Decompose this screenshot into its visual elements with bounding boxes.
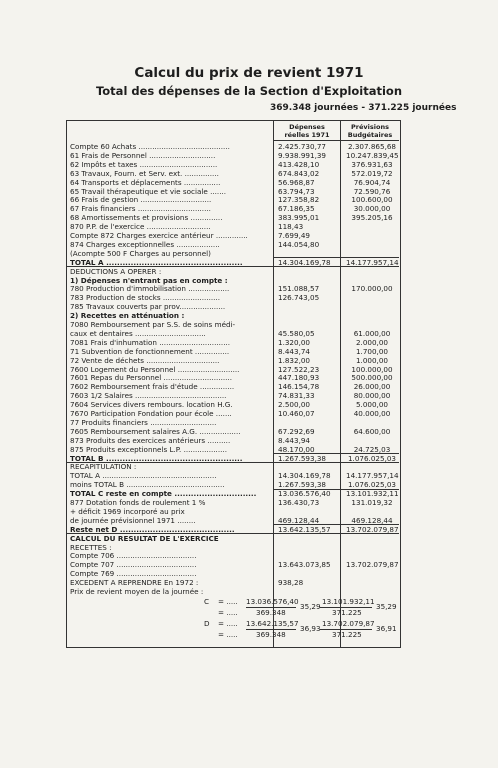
row-value-budget: 76.904,74 xyxy=(353,177,391,187)
row-value-budget: 64.600,00 xyxy=(353,426,391,436)
table-row xyxy=(70,578,397,587)
row-value-budget: 13.702.079,87 xyxy=(346,524,399,534)
row-value-budget: 1.700,00 xyxy=(355,346,388,356)
row-value-actual: 13.036.576,40 xyxy=(278,489,331,499)
table-row xyxy=(70,231,397,240)
row-label: caux et dentaires ............................... xyxy=(70,328,206,338)
result-eq-d2: = ..... xyxy=(218,630,238,639)
page-subtitle: Total des dépenses de la Section d'Exploitation xyxy=(95,84,403,98)
table-row xyxy=(70,507,397,516)
row-value-actual: 136.430,73 xyxy=(278,498,320,507)
row-value-actual: 67.186,35 xyxy=(278,204,315,214)
table-row xyxy=(70,160,397,169)
row-label: DEDUCTIONS A OPERER : xyxy=(70,266,162,276)
table-row xyxy=(70,391,397,400)
table-row xyxy=(70,284,397,293)
table-row xyxy=(70,338,397,347)
row-label: 870 P.P. de l'exercice ............................ xyxy=(70,222,211,232)
row-label: EXCEDENT A REPRENDRE En 1972 : xyxy=(70,578,199,588)
table-row xyxy=(70,587,397,596)
row-value-budget: 100.600,00 xyxy=(351,195,393,205)
header-rule xyxy=(273,140,399,141)
row-label: Compte 60 Achats ........................................ xyxy=(70,142,230,151)
row-label: TOTAL B .................................................. xyxy=(70,453,243,463)
row-value-budget: 72.590,76 xyxy=(353,186,391,196)
table-row xyxy=(70,569,397,578)
row-label: RECETTES : xyxy=(70,542,112,552)
row-value-budget: 30.000,00 xyxy=(353,204,391,214)
row-value-actual: 1.267.593,38 xyxy=(278,453,327,463)
table-row xyxy=(70,195,397,204)
table-row xyxy=(70,543,397,552)
row-value-budget: 10.247.839,45 xyxy=(346,150,399,160)
row-value-actual: 63.794,73 xyxy=(278,186,315,196)
result-den-d2: 371.225 xyxy=(332,630,362,639)
row-label: 68 Amortissements et provisions .............. xyxy=(70,213,223,223)
row-label: Compte 707 ................................... xyxy=(70,560,197,570)
table-row xyxy=(70,560,397,569)
row-value-budget: 1.076.025,03 xyxy=(347,453,396,463)
table-row xyxy=(70,151,397,160)
row-value-budget: 1.076.025,03 xyxy=(347,480,396,490)
row-value-actual: 14.304.169,78 xyxy=(278,257,331,267)
row-label: CALCUL DU RESULTAT DE L'EXERCICE xyxy=(70,533,219,543)
row-label: Compte 706 ................................... xyxy=(70,551,197,561)
row-value-budget: 13.702.079,87 xyxy=(346,560,399,570)
row-value-budget: 13.101.932,11 xyxy=(346,489,399,499)
result-num-c2: 13.101.932,11 xyxy=(322,597,375,606)
row-label: (Acompte 500 F Charges au personnel) xyxy=(70,248,211,258)
row-label: 875 Produits exceptionnels L.P. ................... xyxy=(70,444,227,454)
result-den-d1: 369.348 xyxy=(256,630,286,639)
header-col1: Dépenses réelles 1971 xyxy=(284,123,330,139)
row-label: TOTAL C reste en compte .............................. xyxy=(70,489,257,499)
table-row xyxy=(70,178,397,187)
result-eq-c1: = ..... xyxy=(218,597,238,606)
table-row xyxy=(70,320,397,329)
table-row xyxy=(70,418,397,427)
table-row xyxy=(70,489,397,498)
table-row xyxy=(70,551,397,560)
row-label: 66 Frais de gestion ............................... xyxy=(70,195,212,205)
row-label: 71 Subvention de fonctionnement ............... xyxy=(70,346,230,356)
row-value-actual: 8.443,74 xyxy=(278,346,311,356)
row-value-actual: 674.843,02 xyxy=(278,168,320,178)
journees-label: 369.348 journées - 371.225 journées xyxy=(270,103,457,113)
row-label: RECAPITULATION : xyxy=(70,462,137,472)
table-row xyxy=(70,347,397,356)
row-value-actual: 127.522,23 xyxy=(278,364,320,374)
row-label: 62 Impôts et taxes .................................. xyxy=(70,159,218,169)
row-label: 7601 Repas du Personnel .............................. xyxy=(70,373,233,383)
table-row xyxy=(70,329,397,338)
row-value-actual: 447.180,93 xyxy=(278,373,320,383)
row-label: TOTAL A .................................................. xyxy=(70,257,243,267)
row-value-actual: 2.425.730,77 xyxy=(278,142,327,151)
row-label: 64 Transports et déplacements ................ xyxy=(70,177,221,187)
row-label: 7604 Services divers rembours. location H.G. xyxy=(70,400,233,410)
row-label: 785 Travaux couverts par prov.................... xyxy=(70,302,226,312)
row-label: 780 Production d'immobilisation .................. xyxy=(70,284,230,294)
row-label: 63 Travaux, Fourn. et Serv. ext. ............... xyxy=(70,168,219,178)
row-value-budget: 40.000,00 xyxy=(353,409,391,418)
table-row xyxy=(70,471,397,480)
row-label: 72 Vente de déchets ................................ xyxy=(70,355,220,365)
row-value-actual: 13.643.073,85 xyxy=(278,560,331,570)
row-value-actual: 8.443,94 xyxy=(278,435,311,445)
table-row xyxy=(70,373,397,382)
row-label: Compte 769 ................................... xyxy=(70,569,197,579)
result-res-c2: 35,29 xyxy=(376,602,397,611)
row-label: 873 Produits des exercices antérieurs .......... xyxy=(70,435,231,445)
result-eq-c2: = ..... xyxy=(218,608,238,617)
row-value-budget: 80.000,00 xyxy=(353,391,391,401)
table-row xyxy=(70,427,397,436)
row-label: 7080 Remboursement par S.S. de soins médi- xyxy=(70,320,236,329)
row-value-actual: 13.642.135,57 xyxy=(278,524,331,534)
row-label: 7605 Remboursement salaires A.G. .................. xyxy=(70,426,241,436)
row-value-actual: 413.428,10 xyxy=(278,159,320,169)
row-value-actual: 74.831,33 xyxy=(278,391,315,401)
row-value-budget: 500.000,00 xyxy=(351,373,393,383)
row-value-actual: 118,43 xyxy=(278,222,304,232)
row-value-actual: 10.460,07 xyxy=(278,409,315,418)
table-row xyxy=(70,365,397,374)
row-label: Compte 872 Charges exercice antérieur .............. xyxy=(70,231,248,240)
row-value-actual: 67.292,69 xyxy=(278,426,315,436)
row-label: 874 Charges exceptionnelles ................... xyxy=(70,239,220,249)
table-row xyxy=(70,267,397,276)
row-label: 61 Frais de Personnel ............................. xyxy=(70,150,216,160)
row-value-actual: 938,28 xyxy=(278,578,304,588)
row-label: 7670 Participation Fondation pour école ....... xyxy=(70,409,232,418)
result-res-d1: 36,93 xyxy=(300,624,321,633)
row-value-actual: 45.580,05 xyxy=(278,328,315,338)
result-num-d2: 13.702.079,87 xyxy=(322,619,375,628)
row-label: 7081 Frais d'inhumation ............................... xyxy=(70,337,231,347)
table-row xyxy=(70,222,397,231)
row-label: TOTAL A .................................................. xyxy=(70,471,217,481)
row-value-budget: 2.000,00 xyxy=(355,337,388,347)
result-den-c1: 369.348 xyxy=(256,608,286,617)
result-letter-d: D xyxy=(204,619,210,628)
result-den-c2: 371.225 xyxy=(332,608,362,617)
row-value-budget: 24.725,03 xyxy=(353,444,391,454)
table-row xyxy=(70,498,397,507)
row-value-budget: 14.177.957,14 xyxy=(346,257,399,267)
table-row xyxy=(70,400,397,409)
result-eq-d1: = ..... xyxy=(218,619,238,628)
row-value-actual: 127.358,82 xyxy=(278,195,320,205)
row-value-actual: 151.088,57 xyxy=(278,284,320,294)
table-row xyxy=(70,169,397,178)
row-value-actual: 14.304.169,78 xyxy=(278,471,331,481)
row-value-actual: 2.500,00 xyxy=(278,400,311,410)
table-row xyxy=(70,142,397,151)
table-row xyxy=(70,240,397,249)
row-label: 7602 Remboursement frais d'étude ............... xyxy=(70,382,235,392)
row-label: 7603 1/2 Salaires ........................................ xyxy=(70,391,227,401)
row-value-actual: 9.938.991,39 xyxy=(278,150,327,160)
row-label: Reste net D .......................................... xyxy=(70,524,235,534)
row-value-budget: 14.177.957,14 xyxy=(346,471,399,481)
row-value-budget: 170.000,00 xyxy=(351,284,393,294)
row-value-budget: 572.019,72 xyxy=(351,168,393,178)
row-value-budget: 5.000,00 xyxy=(355,400,388,410)
table-row xyxy=(70,356,397,365)
row-value-actual: 1.320,00 xyxy=(278,337,311,347)
row-label: Prix de revient moyen de la journée : xyxy=(70,587,204,596)
table-row xyxy=(70,409,397,418)
row-value-actual: 1.267.593,38 xyxy=(278,480,327,490)
row-label: 2) Recettes en atténuation : xyxy=(70,311,185,321)
row-label: moins TOTAL B ........................................... xyxy=(70,480,225,490)
result-res-d2: 36,91 xyxy=(376,624,397,633)
row-value-actual: 126.743,05 xyxy=(278,293,320,303)
table-row xyxy=(70,534,397,543)
row-value-budget: 376.931,63 xyxy=(351,159,393,169)
result-res-c1: 35,29 xyxy=(300,602,321,611)
row-label: + déficit 1969 incorporé au prix xyxy=(70,506,185,516)
row-value-budget: 1.000,00 xyxy=(355,355,388,365)
row-value-actual: 56.968,87 xyxy=(278,177,315,187)
table-row xyxy=(70,302,397,311)
row-value-actual: 469.128,44 xyxy=(278,515,320,525)
row-value-actual: 144.054,80 xyxy=(278,239,320,249)
header-col2: Prévisions Budgétaires xyxy=(347,123,393,139)
row-value-actual: 48.170,00 xyxy=(278,444,315,454)
row-value-budget: 131.019,32 xyxy=(351,498,393,507)
row-value-budget: 469.128,44 xyxy=(351,515,393,525)
result-num-c1: 13.036.576,40 xyxy=(246,597,299,606)
row-value-actual: 1.832,00 xyxy=(278,355,311,365)
page-title: Calcul du prix de revient 1971 xyxy=(134,65,364,81)
row-label: 1) Dépenses n'entrant pas en compte : xyxy=(70,275,228,285)
row-value-budget: 100.000,00 xyxy=(351,364,393,374)
table-row xyxy=(70,436,397,445)
table-row xyxy=(70,213,397,222)
row-value-actual: 146.154,78 xyxy=(278,382,320,392)
table-row xyxy=(70,293,397,302)
row-value-budget: 2.307.865,68 xyxy=(347,142,396,151)
row-value-actual: 383.995,01 xyxy=(278,213,320,223)
table-row xyxy=(70,276,397,285)
table-row xyxy=(70,462,397,471)
row-label: 783 Production de stocks ......................... xyxy=(70,293,221,303)
table-row xyxy=(70,187,397,196)
row-value-budget: 395.205,16 xyxy=(351,213,393,223)
row-label: 7600 Logement du Personnel ........................... xyxy=(70,364,240,374)
row-value-budget: 26.000,00 xyxy=(353,382,391,392)
table-row xyxy=(70,311,397,320)
row-label: de journée prévisionnel 1971 ........ xyxy=(70,515,196,525)
row-value-actual: 7.699,49 xyxy=(278,231,311,240)
table-row xyxy=(70,204,397,213)
result-letter-c: C xyxy=(204,597,210,606)
row-value-budget: 61.000,00 xyxy=(353,328,391,338)
row-label: 67 Frais financiers ................................ xyxy=(70,204,211,214)
row-label: 77 Produits financiers ............................. xyxy=(70,417,217,427)
result-num-d1: 13.642.135,57 xyxy=(246,619,299,628)
row-label: 65 Travail thérapeutique et vie sociale ....... xyxy=(70,186,227,196)
row-label: 877 Dotation fonds de roulement 1 % xyxy=(70,498,206,507)
table-row xyxy=(70,382,397,391)
